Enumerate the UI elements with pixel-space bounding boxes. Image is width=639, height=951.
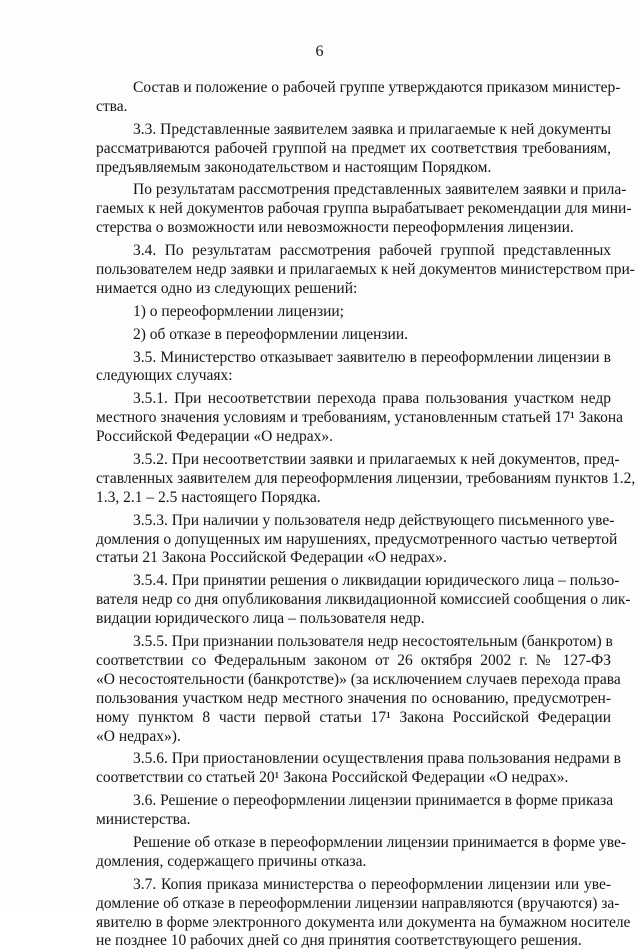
text-line: гаемых к ней документов рабочая группа вырабатывает рекомендации для мини- <box>96 200 632 218</box>
paragraph <box>96 750 621 788</box>
text-line: 3.5.3. При наличии у пользователя недр действующего письменного уве- <box>133 511 615 529</box>
text-line: домление об отказе в переоформлении лицензии направляются (вручаются) за- <box>96 894 620 912</box>
text-line: предъявляемым законодательством и настоящим Порядком. <box>96 158 492 176</box>
text-line: местного значения условиям и требованиям, установленным статьей 17¹ Закона <box>96 409 624 427</box>
text-line: ному пунктом 8 части первой статьи 17¹ Закона Российской Федерации <box>96 708 611 726</box>
text-line: Состав и положение о рабочей группе утверждаются приказом министер- <box>133 79 621 96</box>
text-line: Российской Федерации «О недрах». <box>96 428 334 446</box>
text-line: соответствии со Федеральным законом от 26 октября 2002 г. № 127-ФЗ <box>96 651 611 669</box>
text-line: 1.3, 2.1 – 2.5 настоящего Порядка. <box>96 488 321 506</box>
text-line: явителю в форме электронного документа или документа на бумажном носителе <box>96 913 631 931</box>
text-line: вателя недр со дня опубликования ликвидационной комиссией сообщения о лик- <box>96 591 631 609</box>
text-line: 3.5.2. При несоответствии заявки и прилагаемых к ней документов, пред- <box>133 451 620 469</box>
paragraph <box>96 451 636 508</box>
text-line: министерства. <box>96 811 191 829</box>
paragraph <box>96 181 632 238</box>
text-line: «О недрах»). <box>96 727 181 745</box>
text-line: статьи 21 Закона Российской Федерации «О недрах». <box>96 549 447 567</box>
text-line: По результатам рассмотрения представленных заявителем заявки и прила- <box>133 181 627 199</box>
text-line: 3.5.5. При признании пользователя недр несостоятельным (банкротом) в <box>133 633 613 651</box>
text-line: 3.5. Министерство отказывает заявителю в переоформлении лицензии в <box>133 348 611 366</box>
paragraph <box>96 79 621 117</box>
paragraph <box>96 242 635 299</box>
text-line: 1) о переоформлении лицензии; <box>133 302 344 320</box>
text-line: рассматриваются рабочей группой на предмет их соответствия требованиям, <box>96 139 611 157</box>
paragraph <box>96 511 618 569</box>
text-line: 3.5.6. При приостановлении осуществления права пользования недрами в <box>133 750 621 768</box>
paragraph <box>96 633 621 746</box>
text-line: 3.4. По результатам рассмотрения рабочей группой представленных <box>133 242 611 260</box>
paragraph <box>96 121 611 178</box>
text-line: 3.3. Представленные заявителем заявка и прилагаемые к ней документы <box>133 120 611 138</box>
text-line: 3.5.4. При принятии решения о ликвидации юридического лица – пользо- <box>133 572 620 590</box>
text-line: домления, содержащего причины отказа. <box>96 852 367 870</box>
paragraph <box>96 303 611 322</box>
paragraph <box>96 349 611 387</box>
paragraph <box>96 572 631 629</box>
text-line: нимается одно из следующих решений: <box>96 279 358 297</box>
paragraph <box>96 792 614 830</box>
text-line: видации юридического лица – пользователя недр. <box>96 610 425 628</box>
text-line: не позднее 10 рабочих дней со дня принятия соответствующего решения. <box>96 932 582 950</box>
text-line: 3.5.1. При несоответствии перехода права пользования участком недр <box>133 390 611 408</box>
paragraph <box>96 326 611 345</box>
text-line: 3.7. Копия приказа министерства о переоформлении лицензии или уве- <box>133 875 611 893</box>
text-line: ства. <box>96 97 128 115</box>
paragraph <box>96 875 631 951</box>
text-line: 2) об отказе в переоформлении лицензии. <box>133 325 408 343</box>
text-line: пользователем недр заявки и прилагаемых к ней документов министерством при- <box>96 261 635 279</box>
page-number: 6 <box>315 43 324 60</box>
paragraph <box>96 390 624 447</box>
text-line: соответствии со статьей 20¹ Закона Российской Федерации «О недрах». <box>96 769 569 787</box>
text-line: Решение об отказе в переоформлении лицензии принимается в форме уве- <box>133 833 626 851</box>
text-line: 3.6. Решение о переоформлении лицензии принимается в форме приказа <box>133 792 614 810</box>
text-line: следующих случаях: <box>96 367 233 385</box>
text-line: пользования участком недр местного значения по основанию, предусмотрен- <box>96 689 611 707</box>
document-body <box>96 79 636 951</box>
text-line: «О несостоятельности (банкротстве)» (за исключением случаев перехода права <box>96 670 621 688</box>
text-line: ставленных заявителем для переоформления лицензии, требованиям пунктов 1.2, <box>96 469 636 487</box>
text-line: стерства о возможности или невозможности переоформления лицензии. <box>96 219 574 237</box>
paragraph <box>96 833 626 872</box>
text-line: домления о допущенных им нарушениях, предусмотренного частью четвертой <box>96 530 618 548</box>
